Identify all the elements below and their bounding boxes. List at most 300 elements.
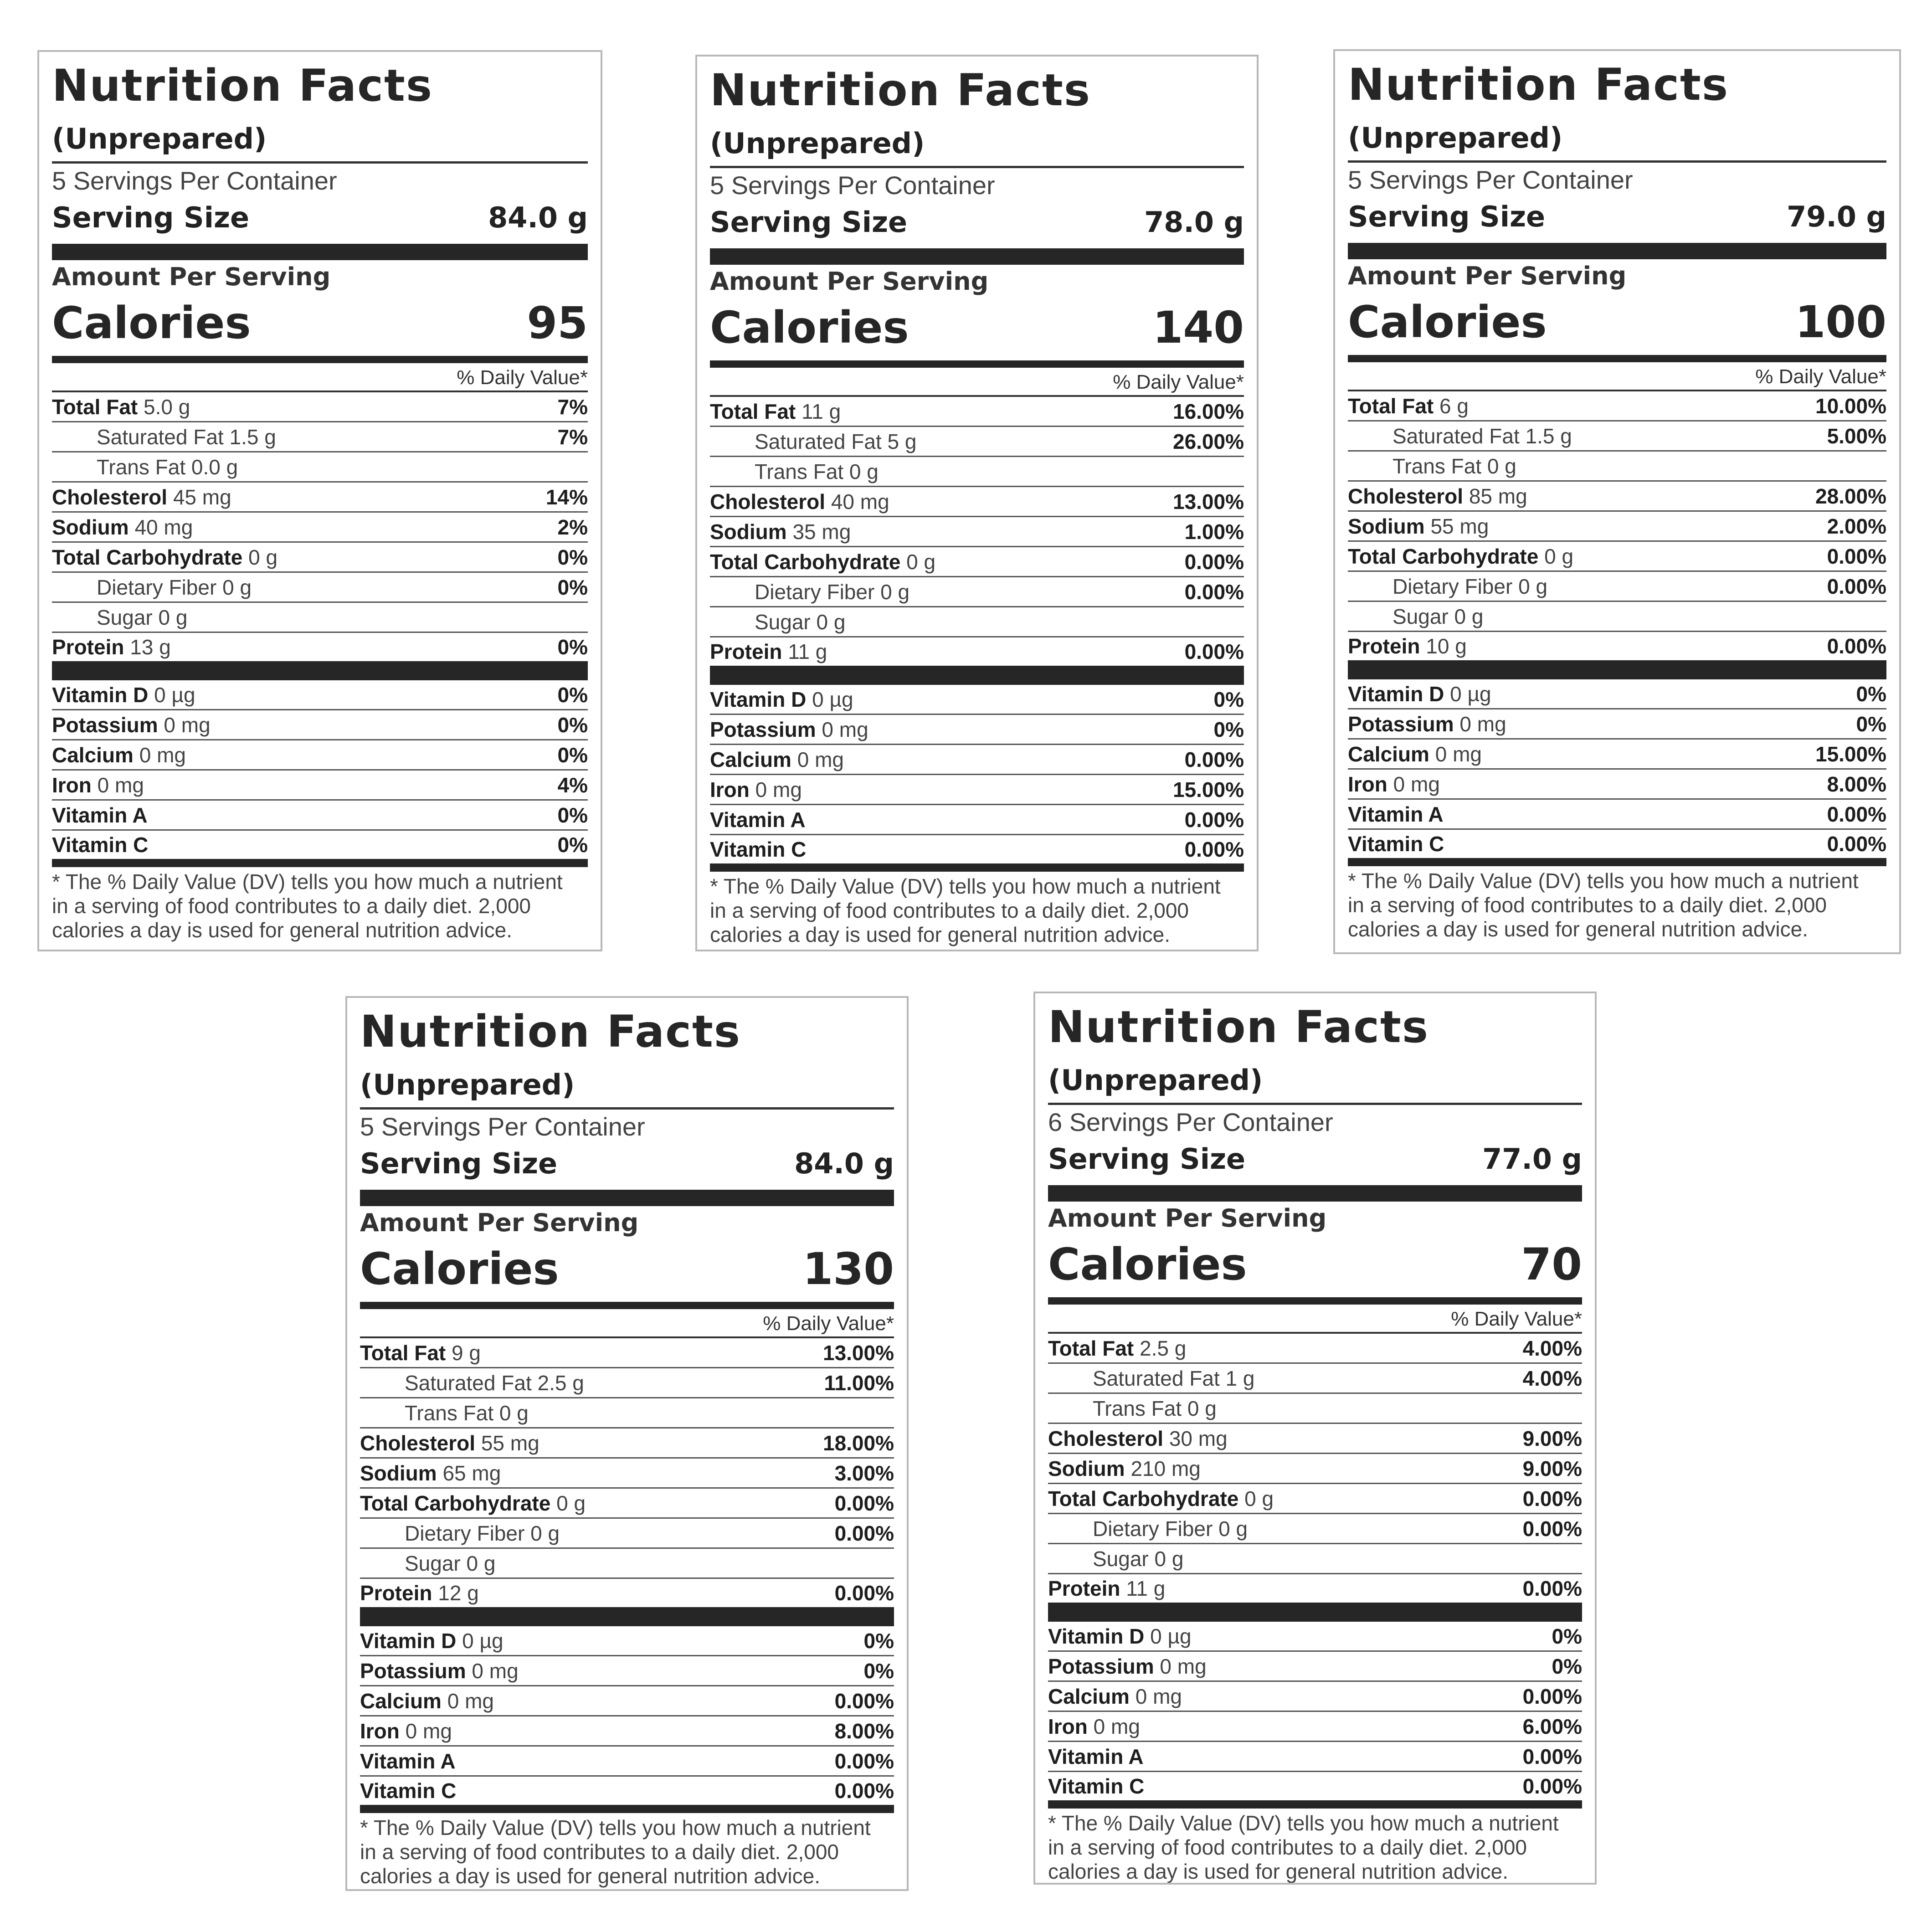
nutrient-amount: 0 g (556, 1491, 586, 1515)
nutrient-daily-value: 0.00% (834, 1491, 894, 1515)
nutrient-label: Sodium (1348, 514, 1425, 538)
nutrient-name (1348, 683, 1491, 704)
footnote (1048, 1811, 1582, 1884)
nutrient-row (1048, 1334, 1582, 1364)
nutrient-name (1348, 576, 1547, 597)
label-title: Nutrition Facts (1048, 1002, 1429, 1053)
nutrient-daily-value: 2% (557, 515, 588, 539)
nutrient-label: Potassium (1048, 1654, 1154, 1678)
nutrient-row (1348, 572, 1886, 602)
nutrient-amount: 0 µg (1150, 1624, 1192, 1648)
amount-per-serving: Amount Per Serving (1348, 262, 1627, 290)
nutrient-name (710, 461, 879, 482)
nutrient-name (1348, 774, 1440, 795)
nutrient-label: Total Fat (1348, 394, 1434, 418)
nutrient-amount: 0 g (248, 545, 278, 569)
nutrient-row (1048, 1484, 1582, 1514)
nutrient-amount: 0 mg (797, 747, 844, 771)
nutrient-row (710, 775, 1244, 805)
nutrient-amount: 0.0 g (191, 455, 238, 479)
nutrient-daily-value: 0% (1552, 1624, 1582, 1648)
calories-row (1348, 297, 1886, 362)
nutrient-name (1348, 606, 1483, 627)
nutrient-label: Dietary Fiber (1093, 1516, 1213, 1541)
amount-per-serving: Amount Per Serving (710, 267, 989, 296)
nutrient-name (360, 1721, 452, 1742)
nutrient-label: Vitamin C (1048, 1774, 1145, 1798)
nutrient-label: Vitamin A (1348, 802, 1444, 826)
label-title: Nutrition Facts (710, 65, 1091, 116)
nutrient-name (360, 1780, 456, 1801)
nutrition-label-5 (1033, 992, 1597, 1885)
nutrient-amount: 35 mg (792, 519, 851, 544)
nutrient-daily-value: 8.00% (834, 1719, 894, 1743)
footnote (52, 870, 588, 942)
nutrient-row (52, 543, 588, 573)
footnote-line: * The % Daily Value (DV) tells you how much a nutrient (710, 874, 1221, 898)
nutrient-name (710, 689, 853, 710)
nutrient-amount: 0 µg (812, 687, 853, 711)
nutrient-label: Cholesterol (1048, 1426, 1164, 1450)
nutrient-label: Vitamin A (52, 803, 148, 827)
calories-label: Calories (1048, 1239, 1247, 1290)
nutrient-row (1348, 602, 1886, 632)
label-title: Nutrition Facts (52, 60, 433, 111)
nutrient-name (1348, 396, 1469, 416)
nutrient-amount: 0 g (499, 1401, 529, 1425)
nutrient-daily-value: 0% (557, 713, 588, 737)
nutrient-amount: 0 mg (1160, 1654, 1207, 1678)
nutrient-name (360, 1751, 456, 1772)
nutrient-label: Sodium (710, 519, 787, 544)
nutrient-row (710, 487, 1244, 517)
nutrient-name (710, 809, 806, 830)
nutrient-daily-value: 0% (1856, 712, 1886, 736)
nutrient-name (52, 607, 187, 628)
nutrient-label: Trans Fat (755, 459, 844, 483)
nutrient-daily-value: 0.00% (1184, 550, 1244, 574)
nutrient-row (710, 745, 1244, 775)
serving-size-row (1348, 200, 1886, 259)
nutrient-name (360, 1463, 501, 1484)
nutrient-row (1048, 1712, 1582, 1742)
calories-label: Calories (52, 298, 251, 349)
nutrient-daily-value: 14% (545, 485, 588, 509)
nutrient-label: Total Carbohydrate (1348, 544, 1539, 568)
serving-size-label: Serving Size (1048, 1142, 1246, 1176)
nutrient-row (360, 1626, 894, 1656)
serving-size-row (710, 208, 1244, 265)
nutrient-name (710, 521, 851, 542)
nutrient-daily-value: 4.00% (1522, 1366, 1582, 1390)
serving-size-row (1048, 1142, 1582, 1202)
nutrient-label: Total Fat (52, 395, 138, 419)
nutrient-label: Vitamin D (710, 687, 807, 711)
nutrient-row (1348, 800, 1886, 830)
daily-value-header: % Daily Value* (1048, 1305, 1582, 1334)
nutrient-daily-value: 0.00% (1522, 1684, 1582, 1708)
nutrient-name (710, 581, 909, 602)
nutrient-row (360, 1716, 894, 1747)
nutrient-name (1348, 636, 1467, 657)
footnote-line: * The % Daily Value (DV) tells you how much a nutrient (1048, 1811, 1559, 1835)
nutrient-amount: 0 g (906, 550, 936, 574)
nutrient-daily-value: 10.00% (1815, 394, 1886, 418)
calories-value: 130 (802, 1243, 894, 1295)
nutrient-amount: 11 g (1126, 1577, 1166, 1600)
nutrient-daily-value: 3.00% (834, 1461, 894, 1485)
nutrient-row (52, 680, 588, 710)
nutrient-daily-value: 0.00% (1522, 1774, 1582, 1798)
nutrient-name (360, 1690, 494, 1711)
nutrient-name (52, 684, 195, 705)
nutrient-label: Sugar (405, 1551, 461, 1575)
serving-size-row (52, 201, 588, 260)
nutrient-row (360, 1747, 894, 1777)
nutrition-label-1 (37, 50, 602, 951)
calories-value: 100 (1795, 297, 1886, 348)
nutrient-daily-value: 0.00% (1522, 1486, 1582, 1511)
nutrient-name (1048, 1548, 1183, 1569)
nutrient-name (1048, 1518, 1248, 1539)
nutrient-name (360, 1523, 560, 1544)
footnote-line: calories a day is used for general nutrition advice. (710, 922, 1171, 946)
nutrient-label: Dietary Fiber (755, 580, 875, 604)
nutrient-name (52, 714, 211, 735)
label-subtitle: (Unprepared) (1048, 1066, 1582, 1105)
nutrient-amount: 0 mg (405, 1719, 452, 1743)
nutrient-name (1348, 744, 1482, 765)
nutrient-daily-value: 0% (557, 803, 588, 827)
footnote-line: calories a day is used for general nutrition advice. (52, 918, 513, 942)
nutrient-amount: 0 g (880, 580, 910, 604)
nutrient-row (360, 1549, 894, 1579)
nutrient-row (52, 831, 588, 867)
nutrient-label: Protein (1348, 634, 1420, 658)
nutrient-name (52, 637, 171, 658)
nutrient-daily-value: 0% (863, 1629, 894, 1653)
nutrient-amount: 1.5 g (1525, 424, 1572, 448)
nutrient-amount: 0 g (816, 610, 846, 634)
nutrient-row (710, 805, 1244, 835)
nutrient-label: Iron (1048, 1714, 1088, 1738)
nutrient-row (1348, 740, 1886, 770)
footnote-line: in a serving of food contributes to a daily diet. 2,000 (1048, 1835, 1527, 1859)
nutrient-daily-value: 26.00% (1172, 429, 1244, 453)
servings-per-container: 5 Servings Per Container (710, 171, 995, 200)
nutrient-row (1048, 1544, 1582, 1574)
nutrient-name (1348, 546, 1573, 567)
nutrient-label: Dietary Fiber (1392, 574, 1513, 598)
nutrient-row (1048, 1772, 1582, 1809)
nutrient-amount: 1.5 g (229, 425, 276, 449)
nutrient-name (1048, 1656, 1207, 1677)
footnote-line: calories a day is used for general nutrition advice. (1348, 917, 1809, 941)
nutrient-name (1348, 486, 1527, 507)
daily-value-header: % Daily Value* (1348, 362, 1886, 391)
nutrient-name (710, 401, 841, 422)
nutrient-label: Sodium (1048, 1456, 1125, 1480)
nutrient-name (1348, 426, 1572, 447)
nutrient-daily-value: 11.00% (824, 1371, 894, 1395)
nutrient-amount: 0 mg (472, 1659, 519, 1683)
nutrient-label: Saturated Fat (97, 425, 224, 449)
nutrient-row (710, 577, 1244, 607)
nutrient-name (1048, 1368, 1254, 1389)
nutrient-name (360, 1630, 504, 1651)
footnote-line: * The % Daily Value (DV) tells you how much a nutrient (1348, 869, 1859, 893)
nutrient-label: Dietary Fiber (97, 575, 217, 599)
nutrient-label: Total Carbohydrate (710, 550, 901, 574)
nutrient-label: Vitamin D (360, 1629, 457, 1653)
nutrient-name (360, 1372, 584, 1393)
footnote-line: in a serving of food contributes to a daily diet. 2,000 (710, 898, 1189, 922)
nutrient-name (360, 1583, 479, 1603)
nutrient-name (52, 517, 193, 538)
nutrient-daily-value: 0.00% (1522, 1516, 1582, 1541)
nutrient-label: Calcium (52, 743, 134, 767)
nutrient-row (1348, 709, 1886, 740)
nutrient-label: Vitamin A (360, 1749, 456, 1773)
nutrient-name (710, 431, 916, 452)
nutrient-amount: 0 g (1518, 574, 1548, 598)
nutrient-amount: 0 g (1218, 1516, 1248, 1541)
nutrient-amount: 0 mg (97, 773, 144, 797)
nutrient-label: Trans Fat (405, 1401, 494, 1425)
nutrient-amount: 45 mg (173, 485, 231, 509)
nutrient-daily-value: 8.00% (1827, 772, 1886, 796)
nutrient-daily-value: 28.00% (1815, 484, 1886, 508)
nutrient-label: Potassium (1348, 712, 1454, 736)
nutrient-daily-value: 0% (557, 683, 588, 707)
nutrient-daily-value: 0.00% (834, 1779, 894, 1803)
nutrient-amount: 13 g (130, 635, 171, 659)
calories-row (1048, 1239, 1582, 1305)
footnote-line: * The % Daily Value (DV) tells you how much a nutrient (52, 870, 563, 894)
nutrient-row (360, 1519, 894, 1549)
nutrient-row (1048, 1682, 1582, 1712)
nutrient-name (360, 1342, 481, 1363)
nutrient-name (1348, 804, 1444, 825)
nutrient-amount: 0 mg (1393, 772, 1440, 796)
nutrient-daily-value: 0.00% (1827, 544, 1886, 568)
calories-value: 140 (1152, 302, 1244, 353)
nutrient-row (360, 1459, 894, 1489)
nutrient-daily-value: 0% (1856, 682, 1886, 706)
nutrient-amount: 30 mg (1169, 1426, 1228, 1450)
nutrient-row (710, 547, 1244, 577)
nutrient-row (1048, 1514, 1582, 1544)
nutrient-amount: 0 mg (139, 743, 186, 767)
nutrient-amount: 9 g (452, 1341, 481, 1365)
footnote-line: calories a day is used for general nutrition advice. (1048, 1859, 1509, 1883)
nutrient-row (360, 1398, 894, 1428)
nutrient-amount: 1 g (1225, 1366, 1255, 1390)
nutrient-row (52, 422, 588, 452)
nutrient-name (1048, 1398, 1217, 1419)
nutrient-name (1048, 1776, 1144, 1797)
nutrient-label: Trans Fat (1093, 1396, 1182, 1420)
nutrient-label: Cholesterol (360, 1431, 476, 1455)
nutrient-daily-value: 15.00% (1172, 777, 1244, 802)
servings-per-container: 5 Servings Per Container (1348, 165, 1633, 194)
nutrient-name (360, 1403, 529, 1423)
nutrient-name (710, 491, 889, 512)
nutrient-row (360, 1428, 894, 1459)
daily-value-header: % Daily Value* (710, 368, 1244, 397)
nutrient-row (52, 603, 588, 633)
nutrient-row (1048, 1394, 1582, 1424)
nutrient-row (1348, 391, 1886, 421)
nutrient-name (52, 834, 148, 855)
nutrient-name (710, 611, 845, 632)
amount-per-serving: Amount Per Serving (1048, 1204, 1327, 1233)
nutrient-daily-value: 0.00% (1827, 634, 1886, 658)
daily-value-header: % Daily Value* (360, 1309, 894, 1338)
nutrient-row (1348, 421, 1886, 452)
nutrient-label: Cholesterol (52, 485, 168, 509)
nutrient-amount: 0 µg (1450, 682, 1491, 706)
nutrient-amount: 0 g (1544, 544, 1574, 568)
nutrient-name (52, 457, 238, 478)
nutrition-label-2 (695, 55, 1259, 951)
nutrient-name (1048, 1686, 1182, 1707)
serving-size-value: 78.0 g (1144, 206, 1244, 239)
nutrient-name (1048, 1458, 1201, 1479)
nutrient-label: Protein (360, 1581, 432, 1605)
nutrient-amount: 0 g (1154, 1547, 1184, 1571)
nutrient-row (52, 801, 588, 831)
nutrient-amount: 2.5 g (537, 1371, 584, 1395)
nutrient-label: Vitamin C (710, 838, 807, 861)
nutrient-daily-value: 4% (557, 773, 588, 797)
nutrient-row (360, 1579, 894, 1626)
nutrient-name (710, 719, 868, 740)
nutrient-label: Saturated Fat (755, 429, 882, 453)
nutrient-row (52, 771, 588, 801)
nutrient-row (1048, 1742, 1582, 1772)
nutrient-amount: 40 mg (134, 515, 193, 539)
nutrient-name (710, 641, 827, 662)
label-title: Nutrition Facts (360, 1006, 741, 1057)
nutrient-daily-value: 9.00% (1522, 1456, 1582, 1480)
nutrient-name (1348, 516, 1489, 537)
footnote (1348, 869, 1886, 941)
nutrient-label: Saturated Fat (1392, 424, 1520, 448)
nutrient-label: Vitamin C (1348, 832, 1444, 856)
nutrient-label: Sodium (360, 1461, 437, 1485)
nutrient-amount: 0 g (1487, 454, 1516, 478)
nutrient-amount: 5.0 g (144, 395, 190, 419)
nutrient-label: Sugar (1093, 1547, 1149, 1571)
nutrient-amount: 0 mg (755, 777, 802, 802)
nutrient-name (360, 1493, 586, 1514)
nutrient-name (710, 839, 806, 860)
nutrient-label: Vitamin D (1348, 682, 1444, 706)
nutrient-row (710, 397, 1244, 427)
nutrient-row (1048, 1652, 1582, 1682)
calories-value: 95 (527, 298, 588, 349)
label-subtitle: (Unprepared) (1348, 124, 1886, 163)
nutrient-amount: 0 g (158, 605, 188, 629)
nutrient-label: Vitamin A (710, 807, 806, 832)
nutrient-row (1048, 1622, 1582, 1652)
nutrient-label: Vitamin D (1048, 1624, 1145, 1648)
nutrient-row (52, 513, 588, 543)
nutrient-name (1048, 1578, 1165, 1599)
nutrient-row (360, 1656, 894, 1686)
label-title: Nutrition Facts (1348, 59, 1729, 110)
nutrient-daily-value: 0.00% (1827, 832, 1886, 856)
footnote-line: in a serving of food contributes to a daily diet. 2,000 (52, 894, 531, 918)
calories-row (360, 1243, 894, 1309)
calories-row (52, 298, 588, 363)
nutrient-label: Vitamin C (52, 833, 149, 857)
nutrient-row (52, 392, 588, 422)
nutrient-daily-value: 18.00% (822, 1431, 894, 1455)
nutrient-name (360, 1553, 495, 1574)
nutrient-name (52, 487, 231, 508)
nutrient-row (52, 573, 588, 603)
nutrient-daily-value: 0% (557, 635, 588, 659)
nutrient-row (52, 452, 588, 483)
nutrient-row (1348, 770, 1886, 800)
nutrient-amount: 0 mg (822, 717, 868, 741)
amount-per-serving: Amount Per Serving (360, 1208, 639, 1237)
nutrient-name (360, 1433, 540, 1454)
nutrient-daily-value: 0.00% (1184, 640, 1244, 663)
footnote (710, 874, 1244, 947)
nutrient-amount: 0 mg (1435, 742, 1482, 766)
nutrient-name (1348, 714, 1506, 735)
nutrient-row (1048, 1424, 1582, 1454)
nutrient-label: Calcium (360, 1689, 442, 1713)
nutrient-label: Cholesterol (1348, 484, 1464, 508)
footnote-line: calories a day is used for general nutrition advice. (360, 1864, 821, 1888)
nutrient-label: Calcium (1348, 742, 1429, 766)
amount-per-serving: Amount Per Serving (52, 262, 331, 291)
nutrient-label: Potassium (52, 713, 158, 737)
nutrient-name (1348, 833, 1444, 854)
nutrient-row (710, 607, 1244, 637)
nutrient-row (360, 1777, 894, 1813)
serving-size-value: 79.0 g (1787, 200, 1886, 233)
nutrient-row (1048, 1454, 1582, 1484)
nutrient-row (360, 1368, 894, 1398)
nutrient-row (1348, 512, 1886, 542)
nutrient-label: Sugar (1392, 604, 1449, 628)
nutrient-name (1048, 1746, 1144, 1767)
nutrient-name (52, 775, 144, 796)
nutrient-label: Saturated Fat (1093, 1366, 1220, 1390)
nutrient-label: Protein (52, 635, 124, 659)
nutrient-name (1048, 1428, 1228, 1449)
nutrient-daily-value: 0% (557, 545, 588, 569)
nutrient-daily-value: 2.00% (1827, 514, 1886, 538)
nutrient-daily-value: 0% (557, 833, 588, 857)
serving-size-row (360, 1147, 894, 1206)
nutrient-row (1348, 542, 1886, 572)
nutrient-daily-value: 0.00% (1184, 838, 1244, 861)
nutrient-amount: 40 mg (831, 489, 889, 514)
nutrient-row (360, 1489, 894, 1519)
nutrient-row (1348, 452, 1886, 482)
nutrient-amount: 2.5 g (1140, 1336, 1187, 1360)
nutrient-daily-value: 0.00% (834, 1749, 894, 1773)
nutrient-name (360, 1660, 519, 1681)
calories-row (710, 302, 1244, 368)
nutrient-name (1048, 1488, 1274, 1509)
